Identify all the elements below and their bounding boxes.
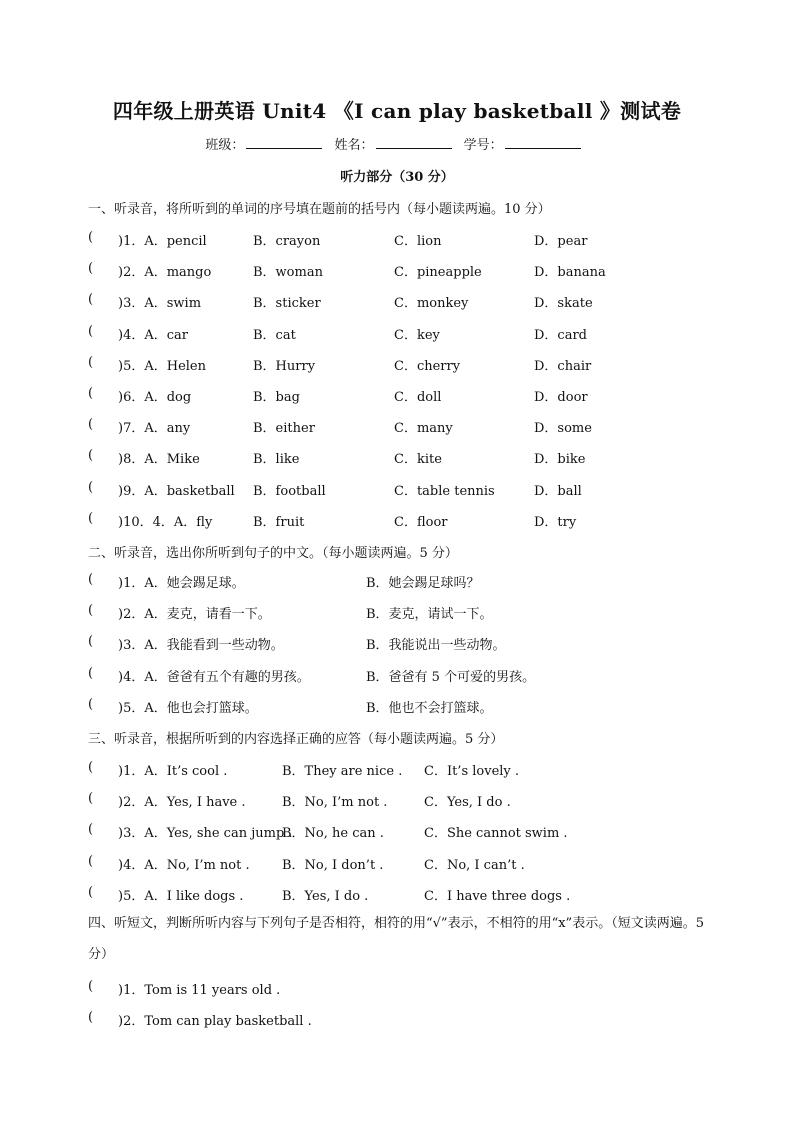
option-b: B．他也不会打篮球。 — [366, 700, 493, 716]
question-number-option-a: )2．Tom can play basketball . — [118, 1014, 312, 1030]
option-b: B．crayon — [253, 234, 321, 249]
option-c: C．pineapple — [394, 265, 482, 281]
class-label: 班级： — [205, 138, 245, 153]
option-c: C．She cannot swim . — [424, 826, 568, 842]
option-b: B．爸爸有 5 个可爱的男孩。 — [366, 669, 536, 685]
answer-bracket[interactable]: ( — [88, 448, 94, 464]
option-d: D．skate — [534, 296, 593, 312]
option-c: C．many — [394, 421, 453, 437]
answer-bracket[interactable]: ( — [88, 696, 94, 712]
answer-bracket[interactable]: ( — [88, 853, 94, 869]
question-number-option-a: )8．A．Mike — [118, 452, 200, 468]
answer-bracket[interactable]: ( — [88, 979, 94, 994]
question-number-option-a: )3．A．我能看到一些动物。 — [118, 638, 284, 654]
page-title: 四年级上册英语 Unit4 《I can play basketball 》测试卷 — [112, 99, 682, 123]
answer-bracket[interactable]: ( — [88, 292, 94, 308]
section3-heading: 三、听录音，根据所听到的内容选择正确的应答（每小题读两遍。5 分） — [88, 732, 504, 747]
answer-bracket[interactable]: ( — [88, 572, 94, 587]
option-b: B．我能说出一些动物。 — [366, 638, 506, 654]
option-c: C．No, I can’t . — [424, 857, 525, 873]
answer-bracket[interactable]: ( — [88, 323, 94, 339]
section1-heading: 一、听录音，将所听到的单词的序号填在题前的括号内（每小题读两遍。10 分） — [88, 202, 551, 217]
question-number-option-a: )6．A．dog — [118, 390, 192, 405]
option-b: B．No, he can . — [282, 826, 384, 842]
option-d: D．chair — [534, 358, 592, 374]
option-b: B．Yes, I do . — [282, 888, 369, 904]
question-number-option-a: )2．A．麦克，请看一下。 — [118, 607, 271, 623]
option-c: C．Yes, I do . — [424, 795, 511, 811]
question-number-option-a: )4．A．爸爸有五个有趣的男孩。 — [118, 669, 310, 685]
option-b: B．either — [253, 421, 315, 437]
question-number-option-a: )1．A．她会踢足球。 — [118, 576, 245, 591]
question-number-option-a: )3．A．swim — [118, 296, 202, 312]
option-b: B．woman — [253, 265, 323, 281]
option-c: C．lion — [394, 234, 442, 249]
section2-heading: 二、听录音，选出你所听到句子的中文。（每小题读两遍。5 分） — [88, 546, 458, 561]
student-info-line — [0, 134, 794, 153]
answer-bracket[interactable]: ( — [88, 354, 94, 370]
answer-bracket[interactable]: ( — [88, 791, 94, 807]
option-b: B．sticker — [253, 296, 321, 312]
option-c: C．monkey — [394, 296, 469, 312]
question-number-option-a: )5．A．他也会打篮球。 — [118, 700, 258, 716]
question-number-option-a: )2．A．mango — [118, 265, 212, 281]
question-number-option-a: )9．A．basketball — [118, 483, 235, 499]
question-number-option-a: )2．A．Yes, I have . — [118, 795, 246, 811]
question-number-option-a: )7．A．any — [118, 421, 191, 437]
option-c: C．floor — [394, 514, 448, 530]
question-number-option-a: )4．A．No, I’m not . — [118, 857, 250, 873]
option-d: D．door — [534, 390, 588, 405]
option-d: D．some — [534, 421, 592, 437]
name-blank[interactable] — [376, 136, 452, 149]
option-c: C．I have three dogs . — [424, 888, 571, 904]
option-d: D．bike — [534, 452, 586, 468]
option-d: D．pear — [534, 234, 588, 249]
question-number-option-a: )5．A．I like dogs . — [118, 888, 244, 904]
option-b: B．fruit — [253, 514, 305, 530]
name-label: 姓名： — [334, 138, 374, 153]
option-d: D．card — [534, 327, 587, 343]
id-blank[interactable] — [505, 136, 581, 149]
option-b: B．Hurry — [253, 358, 316, 374]
answer-bracket[interactable]: ( — [88, 884, 94, 900]
option-b: B．麦克，请试一下。 — [366, 607, 493, 623]
class-blank[interactable] — [246, 136, 322, 149]
question-number-option-a: )4．A．car — [118, 327, 188, 343]
answer-bracket[interactable]: ( — [88, 665, 94, 681]
option-b: B．football — [253, 483, 326, 499]
option-c: C．It’s lovely . — [424, 764, 520, 779]
answer-bracket[interactable]: ( — [88, 760, 94, 775]
question-number-option-a: )1．A．It’s cool . — [118, 764, 228, 779]
option-c: C．table tennis — [394, 483, 495, 499]
option-b: B．她会踢足球吗？ — [366, 576, 480, 591]
option-c: C．doll — [394, 390, 442, 405]
question-number-option-a: )3．A．Yes, she can jump . — [118, 826, 293, 842]
answer-bracket[interactable]: ( — [88, 634, 94, 650]
answer-bracket[interactable]: ( — [88, 822, 94, 838]
answer-bracket[interactable]: ( — [88, 261, 94, 277]
answer-bracket[interactable]: ( — [88, 479, 94, 495]
answer-bracket[interactable]: ( — [88, 1010, 94, 1026]
option-d: D．ball — [534, 483, 582, 499]
option-c: C．kite — [394, 452, 442, 468]
answer-bracket[interactable]: ( — [88, 510, 94, 526]
answer-bracket[interactable]: ( — [88, 603, 94, 619]
option-b: B．They are nice . — [282, 764, 403, 779]
option-b: B．bag — [253, 390, 300, 405]
section4-heading: 四、听短文，判断所听内容与下列句子是否相符，相符的用“√”表示，不相符的用“x”表示。（短文读两遍。5 分） — [88, 916, 704, 962]
listening-section-title: 听力部分（30 分） — [340, 170, 454, 185]
answer-bracket[interactable]: ( — [88, 417, 94, 433]
option-b: B．No, I’m not . — [282, 795, 388, 811]
option-b: B．cat — [253, 327, 296, 343]
question-number-option-a: )10．4．A．fly — [118, 514, 213, 530]
answer-bracket[interactable]: ( — [88, 386, 94, 401]
option-b: B．like — [253, 452, 300, 468]
id-label: 学号： — [463, 138, 503, 153]
option-d: D．try — [534, 514, 577, 530]
option-d: D．banana — [534, 265, 606, 281]
question-number-option-a: )1．Tom is 11 years old . — [118, 983, 281, 998]
question-number-option-a: )5．A．Helen — [118, 358, 206, 374]
option-c: C．cherry — [394, 358, 461, 374]
option-b: B．No, I don’t . — [282, 857, 384, 873]
question-number-option-a: )1．A．pencil — [118, 234, 207, 249]
option-c: C．key — [394, 327, 440, 343]
answer-bracket[interactable]: ( — [88, 230, 94, 245]
